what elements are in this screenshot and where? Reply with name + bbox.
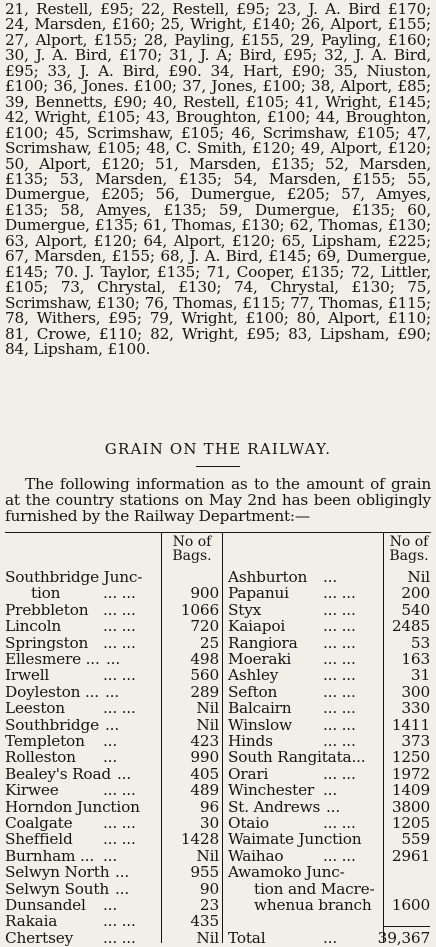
bag-count: Nil	[196, 699, 219, 718]
intro-text: The following information as to the amount of grain at the country stations on May 2nd has been obligingly furnished by the Railway Department:—	[5, 475, 431, 525]
bag-count: 560	[190, 666, 219, 685]
table-row	[228, 864, 430, 880]
table-row	[228, 651, 430, 667]
leader-dots: ... ...	[323, 617, 356, 636]
station-name: Winslow	[228, 715, 292, 734]
station-name: Lincoln	[5, 617, 62, 636]
station-name: Coalgate	[5, 814, 73, 832]
table-row	[228, 848, 430, 864]
station-name: Kaiapoi	[228, 617, 286, 636]
table-row	[5, 848, 219, 864]
leader-dots: ...	[323, 928, 337, 947]
station-name: Sheffield	[5, 830, 73, 849]
bag-count: Nil	[196, 928, 219, 947]
table-row	[5, 667, 219, 683]
station-name: Springston	[5, 633, 89, 652]
station-name: Styx	[228, 600, 262, 619]
section-heading: GRAIN ON THE RAILWAY.	[104, 440, 332, 458]
table-row	[5, 881, 219, 897]
leader-dots: ...	[105, 715, 119, 734]
bag-count: 540	[401, 600, 430, 619]
station-name: Hinds	[228, 732, 273, 750]
leader-dots: ...	[117, 764, 131, 783]
heading-rule	[196, 466, 240, 467]
table-row	[5, 831, 219, 847]
bag-count: 720	[190, 617, 219, 636]
leader-dots: ... ...	[103, 633, 136, 652]
station-name: Sefton	[228, 682, 278, 701]
station-name: Leeston	[5, 699, 65, 718]
table-row	[5, 799, 219, 815]
table-row	[5, 864, 219, 880]
bag-count: 2961	[391, 846, 430, 865]
table-row	[5, 897, 219, 913]
table-row	[228, 930, 430, 946]
bag-count: 1428	[180, 830, 219, 849]
table-row	[228, 618, 430, 634]
table-row	[5, 913, 219, 929]
bag-count: 163	[401, 650, 430, 668]
table-row	[5, 651, 219, 667]
station-name: Ashley	[228, 666, 279, 685]
table-row	[228, 913, 430, 929]
table-row	[5, 618, 219, 634]
table-row	[228, 881, 430, 897]
bag-count: 900	[190, 584, 219, 603]
station-name: South Rangitata...	[228, 748, 366, 767]
leader-dots: ... ...	[103, 699, 136, 718]
leader-dots: ... ...	[103, 666, 136, 685]
bag-count: 1250	[391, 748, 430, 767]
station-name: Otaio	[228, 814, 269, 832]
bag-count: 25	[199, 633, 219, 652]
bag-count: 200	[401, 584, 430, 603]
leader-dots: ... ...	[323, 846, 356, 865]
table-row	[5, 602, 219, 618]
bag-count: 423	[190, 732, 219, 750]
station-name: Waihao	[228, 846, 284, 865]
table-row	[228, 700, 430, 716]
bag-count: 373	[401, 732, 430, 750]
leader-dots: ... ...	[323, 650, 356, 668]
leader-dots: ... ...	[103, 912, 136, 931]
station-name: Rolleston	[5, 748, 76, 767]
bag-count: 23	[199, 896, 219, 914]
leader-dots: ... ...	[323, 584, 356, 603]
table-row	[228, 782, 430, 798]
leader-dots: ... ...	[323, 699, 356, 718]
bag-count: 300	[401, 682, 430, 701]
station-name: Doyleston ...	[5, 682, 99, 701]
bag-count: 39,367	[377, 928, 430, 947]
table-row	[5, 930, 219, 946]
leader-dots: ...	[115, 879, 129, 898]
leader-dots: ... ...	[103, 600, 136, 619]
bag-count: 1205	[391, 814, 430, 832]
bag-count: 53	[410, 633, 430, 652]
table-row	[5, 700, 219, 716]
station-name: Horndon Junction	[5, 797, 140, 816]
table-row	[228, 602, 430, 618]
table-top-rule	[5, 532, 431, 533]
bag-count: Nil	[196, 715, 219, 734]
leader-dots: ...	[105, 682, 119, 701]
bag-count: 289	[190, 682, 219, 701]
station-name: Rakaia	[5, 912, 58, 931]
station-name: Templeton	[5, 732, 85, 750]
leader-dots: ... ...	[323, 732, 356, 750]
bag-count: Nil	[407, 568, 430, 586]
station-name: Awamoko Junc-	[228, 863, 345, 882]
station-name: Selwyn North	[5, 863, 110, 882]
table-row	[228, 635, 430, 651]
right-header-bags: Bags.	[389, 548, 429, 564]
leader-dots: ...	[103, 748, 117, 767]
bag-count: 955	[190, 863, 219, 882]
station-name: Rangiora	[228, 633, 298, 652]
bag-count: 96	[199, 797, 219, 816]
table-row	[5, 766, 219, 782]
bag-count: 990	[190, 748, 219, 767]
bag-count: 1600	[391, 896, 430, 914]
station-name: Bealey's Road	[5, 764, 111, 783]
leader-dots: ... ...	[323, 682, 356, 701]
leader-dots: ...	[103, 896, 117, 914]
station-name: Ashburton	[228, 568, 308, 586]
bag-count: 1409	[391, 781, 430, 800]
table-row	[228, 815, 430, 831]
table-row	[228, 897, 430, 913]
leader-dots: ...	[115, 863, 129, 882]
leader-dots: ... ...	[323, 666, 356, 685]
station-name: Kirwee	[5, 781, 59, 800]
leader-dots: ... ...	[103, 781, 136, 800]
station-name: Dunsandel	[5, 896, 86, 914]
leader-dots: ...	[106, 650, 120, 668]
leader-dots: ... ...	[323, 715, 356, 734]
station-name: St. Andrews	[228, 797, 321, 816]
leader-dots: ... ...	[323, 814, 356, 832]
leader-dots: ... ...	[323, 764, 356, 783]
auction-results-paragraph: 21, Restell, £95; 22, Restell, £95; 23, J. A. Bird £170; 24, Marsden, £160; 25, Wright, £140; 26, Alport, £155; 27, Alport, £155; 28, Payling, £155, 29, Payling, £160; 30, J. A. Bird, £170; 31, J. A; Bird, £95; 32, J. A. Bird, £95; 33, J. A. Bird, £90. 34, Hart, £90; 35, Niuston, £100; 36, Jones. £100; 37, Jones, £100; 38, Alport, £85; 39, Bennetts, £90; 40, Restell, £105; 41, Wright, £145; 42, Wright, £105; 43, Broughton, £100; 44, Broughton, £100; 45, Scrimshaw, £105; 46, Scrimshaw, £105; 47, Scrimshaw, £105; 48, C. Smith, £120; 49, Alport, £120; 50, Alport, £120; 51, Marsden, £135; 52, Marsden, £135; 53, Marsden, £135; 54, Marsden, £155; 55, Dumergue, £205; 56, Dumergue, £205; 57, Amyes, £135; 58, Amyes, £135; 59, Dumergue, £135; 60, Dumergue, £135; 61, Thomas, £130; 62, Thomas, £130; 63, Alport, £120; 64, Alport, £120; 65, Lipsham, £225; 67, Marsden, £155; 68, J. A. Bird, £145; 69, Dumergue, £145; 70. J. Taylor, £135; 71, Cooper, £135; 72, Littler, £105; 73, Chrystal, £130; 74, Chrystal, £130; 75, Scrimshaw, £130; 76, Thomas, £115; 77, Thomas, £115; 78, Withers, £95; 79, Wright, £100; 80, Alport, £110; 81, Crowe, £110; 82, Wright, £95; 83, Lipsham, £90; 84, Lipsham, £100.	[5, 0, 431, 358]
leader-dots: ...	[326, 797, 340, 816]
station-name: Moeraki	[228, 650, 292, 668]
station-name: Burnham ...	[5, 846, 94, 865]
station-name: Irwell	[5, 666, 50, 685]
leader-dots: ... ...	[103, 830, 136, 849]
table-row	[5, 733, 219, 749]
station-name: tion	[31, 584, 61, 603]
table-row	[228, 569, 430, 585]
station-name: Orari	[228, 764, 269, 783]
table-row	[5, 569, 219, 585]
table-row	[228, 766, 430, 782]
bag-count: 498	[190, 650, 219, 668]
table-row	[5, 585, 219, 601]
station-name: Chertsey	[5, 928, 74, 947]
leader-dots: ...	[323, 781, 337, 800]
bag-count: 330	[401, 699, 430, 718]
leader-dots: ... ...	[103, 814, 136, 832]
station-name: Southbridge Junc-	[5, 568, 143, 586]
table-row	[5, 749, 219, 765]
left-header-bags: Bags.	[172, 548, 212, 564]
table-row	[228, 585, 430, 601]
table-row	[228, 667, 430, 683]
bag-count: 1411	[391, 715, 430, 734]
table-row	[5, 815, 219, 831]
station-name: Papanui	[228, 584, 289, 603]
bag-count: 405	[190, 764, 219, 783]
table-row	[228, 799, 430, 815]
bag-count: Nil	[196, 846, 219, 865]
station-name: tion and Macre-	[254, 879, 375, 898]
leader-dots: ... ...	[323, 633, 356, 652]
leader-dots: ...	[323, 568, 337, 586]
bag-count: 90	[199, 879, 219, 898]
station-name: whenua branch	[254, 896, 372, 914]
table-row	[5, 782, 219, 798]
left-header-no-of: No of	[172, 534, 212, 550]
intro-paragraph	[5, 476, 431, 524]
bag-count: 489	[190, 781, 219, 800]
station-name: Prebbleton	[5, 600, 89, 619]
leader-dots: ... ...	[323, 600, 356, 619]
bag-count: 30	[199, 814, 219, 832]
station-name: Waimate Junction	[228, 830, 362, 849]
table-row	[5, 717, 219, 733]
table-row	[5, 635, 219, 651]
station-name: Southbridge	[5, 715, 99, 734]
bag-count: 435	[190, 912, 219, 931]
bag-count: 2485	[391, 617, 430, 636]
table-row	[228, 684, 430, 700]
table-row	[228, 733, 430, 749]
center-column-rule	[222, 533, 223, 943]
leader-dots: ... ...	[103, 617, 136, 636]
leader-dots: ...	[103, 846, 117, 865]
station-name: Winchester	[228, 781, 315, 800]
leader-dots: ... ...	[103, 584, 136, 603]
table-row	[228, 831, 430, 847]
station-name: Total	[228, 928, 266, 947]
table-row	[228, 717, 430, 733]
table-row	[228, 749, 430, 765]
bag-count: 1066	[180, 600, 219, 619]
station-name: Balcairn	[228, 699, 292, 718]
right-header-no-of: No of	[389, 534, 429, 550]
leader-dots: ... ...	[103, 928, 136, 947]
bag-count: 31	[410, 666, 430, 685]
table-row	[5, 684, 219, 700]
station-name: Ellesmere ...	[5, 650, 100, 668]
leader-dots: ...	[103, 732, 117, 750]
station-name: Selwyn South	[5, 879, 110, 898]
bag-count: 3800	[391, 797, 430, 816]
bag-count: 559	[401, 830, 430, 849]
bag-count: 1972	[391, 764, 430, 783]
